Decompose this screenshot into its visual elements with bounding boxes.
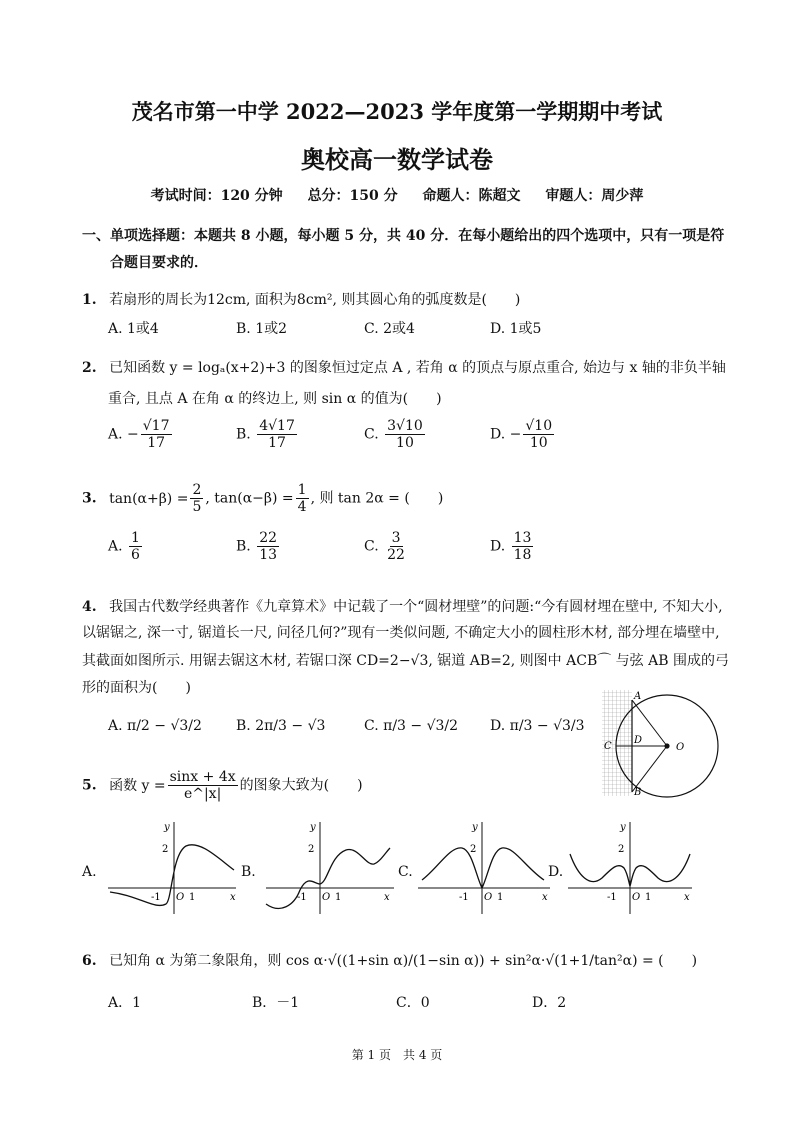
q3-option-d	[490, 530, 535, 563]
q5-numerator: sinx + 4x	[169, 769, 236, 785]
q4-text-line1: 我国古代数学经典著作《九章算术》中记载了一个“圆材埋壁”的问题:“今有圆材埋在壁中, 不知大小,	[109, 599, 723, 615]
q3-number: 3.	[82, 490, 97, 507]
q4-option-b-label: B.	[236, 718, 251, 734]
q4-stem-line1	[82, 596, 723, 616]
label-a: A	[634, 691, 642, 702]
q5-stem	[82, 769, 363, 802]
q4-option-d	[490, 718, 585, 734]
q3-frac-b-den: 4	[297, 499, 307, 516]
q2-option-b-label: B.	[236, 426, 251, 443]
graph-d-origin: O	[632, 892, 641, 903]
q5-option-a-label: A.	[82, 864, 97, 880]
q3-frac-b-num: 1	[297, 482, 307, 498]
q4-text-line4: 形的面积为( )	[82, 680, 191, 696]
center-point	[664, 743, 669, 748]
q3-stem	[82, 482, 443, 515]
q2-text-line2: 重合, 且点 A 在角 α 的终边上, 则 sin α 的值为( )	[108, 391, 442, 407]
q5-graph-b	[258, 818, 400, 918]
q1-text: 若扇形的周长为12cm, 面积为8cm², 则其圆心角的弧度数是( )	[109, 292, 521, 308]
q5-graph-a	[100, 818, 242, 918]
graph-a-tick-neg1: -1	[151, 892, 161, 903]
section1-line2: 合题目要求的．	[110, 255, 208, 271]
q2-option-b	[236, 418, 299, 451]
q1-option-c: C. 2或4	[364, 321, 415, 337]
q3-option-d-den: 18	[513, 547, 532, 564]
q2-option-a	[108, 418, 174, 451]
q3-option-c-den: 22	[387, 547, 405, 564]
q6-stem	[82, 950, 697, 970]
q3-option-b-den: 13	[259, 547, 278, 564]
q2-stem-line1	[82, 357, 726, 377]
graph-b-tick-2: 2	[308, 844, 315, 855]
q4-option-d-expr: π/3 − √3/3	[509, 718, 585, 734]
q3-option-a	[108, 530, 144, 563]
section1-line1: 一、单项选择题：本题共 8 小题，每小题 5 分，共 40 分．在每小题给出的四个选项中，只有一项是符	[82, 228, 725, 244]
q5-graph-c	[414, 818, 556, 918]
graph-c-tick-2: 2	[470, 844, 477, 855]
graph-c-curve	[422, 848, 544, 888]
q3-option-a-num: 1	[131, 530, 140, 546]
graph-b-origin: O	[322, 892, 331, 903]
q5-option-b-label: B.	[241, 864, 256, 880]
q3-option-d-label: D.	[490, 538, 506, 555]
graph-c-x-label: x	[542, 892, 548, 903]
q4-option-c	[364, 718, 458, 734]
graph-d-y-label: y	[620, 822, 626, 833]
label-c: C	[604, 741, 612, 752]
q1-option-b: B. 1或2	[236, 321, 288, 337]
q4-text-line3: 其截面如图所示. 用锯去锯这木材, 若锯口深 CD=2−√3, 锯道 AB=2, 则图中 ACB⌒ 与弦 AB 围成的弓	[82, 653, 729, 669]
q2-option-d-num: √10	[525, 418, 553, 434]
q5-number: 5.	[82, 777, 97, 794]
q2-option-d-sign: −	[509, 426, 522, 443]
q2-number: 2.	[82, 360, 97, 376]
q3-option-c-label: C.	[364, 538, 379, 555]
q3-option-c	[364, 530, 409, 563]
q2-option-a-num: √17	[142, 418, 170, 434]
q6-text: 已知角 α 为第二象限角，则 cos α·√((1+sin α)/(1−sin α)) + sin²α·√(1+1/tan²α) = ( )	[109, 953, 698, 969]
q1-stem	[82, 289, 520, 309]
q2-option-b-num: 4√17	[259, 418, 295, 434]
graph-c-tick-1: 1	[497, 892, 504, 903]
graph-d-x-label: x	[684, 892, 690, 903]
exam-title-line1: 茂名市第一中学 2022—2023 学年度第一学期期中考试	[131, 99, 663, 124]
q1-number: 1.	[82, 292, 97, 308]
q5-option-c-label: C.	[398, 864, 413, 880]
q2-text-line1: 已知函数 y = logₐ(x+2)+3 的图象恒过定点 A , 若角 α 的顶点与原点重合, 始边与 x 轴的非负半轴	[109, 360, 726, 376]
q2-option-c-den: 10	[396, 435, 414, 452]
q6-option-a: A．1	[108, 995, 142, 1011]
q4-option-b	[236, 718, 325, 734]
q4-circle-figure	[596, 688, 724, 798]
q3-text-c: , 则 tan 2α = ( )	[310, 490, 444, 507]
q3-text-a: tan(α+β) =	[109, 490, 189, 507]
exam-title-line2: 奥校高一数学试卷	[301, 145, 493, 174]
q4-option-b-expr: 2π/3 − √3	[255, 718, 326, 734]
q6-option-b: B．－1	[252, 995, 300, 1011]
q2-option-d-label: D.	[490, 426, 506, 443]
q1-option-d: D. 1或5	[490, 321, 542, 337]
graph-a-y-label: y	[164, 822, 170, 833]
q3-option-b-num: 22	[259, 530, 278, 546]
author: 命题人：陈超文	[422, 188, 521, 204]
q2-option-d	[490, 418, 556, 451]
q2-option-c-label: C.	[364, 426, 379, 443]
label-d: D	[634, 735, 643, 746]
graph-a-tick-2: 2	[162, 844, 169, 855]
graph-d-tick-neg1: -1	[607, 892, 617, 903]
graph-c-tick-neg1: -1	[459, 892, 469, 903]
q5-option-d-label: D.	[548, 864, 564, 880]
q3-option-b	[236, 530, 281, 563]
q3-option-a-label: A.	[108, 538, 123, 555]
q4-option-a	[108, 718, 202, 734]
graph-b-tick-neg1: -1	[297, 892, 307, 903]
q4-option-c-expr: π/3 − √3/2	[383, 718, 459, 734]
q2-option-b-den: 17	[268, 435, 286, 452]
q4-option-c-label: C.	[364, 718, 379, 734]
graph-a-x-label: x	[230, 892, 236, 903]
q3-option-c-num: 3	[391, 530, 401, 546]
q2-option-c-num: 3√10	[387, 418, 423, 434]
q5-denominator: e^|x|	[183, 786, 222, 803]
q3-frac-a-den: 5	[192, 499, 202, 516]
exam-info	[0, 185, 794, 205]
q6-option-c: C．0	[396, 995, 430, 1011]
q3-frac-a-num: 2	[192, 482, 202, 498]
graph-c-y-label: y	[472, 822, 478, 833]
q5-suffix: 的图象大致为( )	[239, 777, 363, 794]
graph-c-origin: O	[484, 892, 493, 903]
q2-option-a-label: A.	[108, 426, 123, 443]
q4-option-a-expr: π/2 − √3/2	[127, 718, 202, 734]
q2-option-d-den: 10	[529, 435, 548, 452]
q6-option-d: D．2	[532, 995, 567, 1011]
label-b: B	[634, 787, 642, 798]
graph-a-tick-1: 1	[189, 892, 196, 903]
graph-b-x-label: x	[384, 892, 390, 903]
q1-option-a: A. 1或4	[108, 321, 159, 337]
q5-graph-d	[564, 818, 696, 918]
q3-option-a-den: 6	[131, 547, 140, 564]
q4-option-d-label: D.	[490, 718, 506, 734]
graph-a-curve	[110, 845, 234, 906]
graph-d-tick-1: 1	[645, 892, 652, 903]
exam-time: 考试时间：120 分钟	[150, 188, 283, 204]
page-footer: 第 1 页 共 4 页	[351, 1048, 443, 1062]
graph-b-tick-1: 1	[335, 892, 342, 903]
q2-option-a-den: 17	[147, 435, 166, 452]
q4-text-line2: 以锯锯之, 深一寸, 锯道长一尺, 问径几何?”现有一类似问题, 不确定大小的圆柱形木材, 部分埋在墙壁中,	[82, 625, 720, 641]
graph-b-y-label: y	[310, 822, 316, 833]
q3-option-b-label: B.	[236, 538, 251, 555]
q4-option-a-label: A.	[108, 718, 123, 734]
q5-prefix: 函数 y =	[109, 777, 166, 794]
q6-number: 6.	[82, 953, 97, 969]
graph-d-tick-2: 2	[618, 844, 625, 855]
graph-a-origin: O	[176, 892, 185, 903]
total-score: 总分：150 分	[307, 188, 398, 204]
q4-number: 4.	[82, 599, 97, 615]
reviewer: 审题人：周少萍	[545, 188, 644, 204]
q3-text-b: , tan(α−β) =	[205, 490, 294, 507]
q3-option-d-num: 13	[513, 530, 532, 546]
label-o: O	[676, 742, 685, 753]
radius-ob	[632, 746, 667, 792]
q2-option-c	[364, 418, 427, 451]
q2-option-a-sign: −	[127, 426, 139, 443]
